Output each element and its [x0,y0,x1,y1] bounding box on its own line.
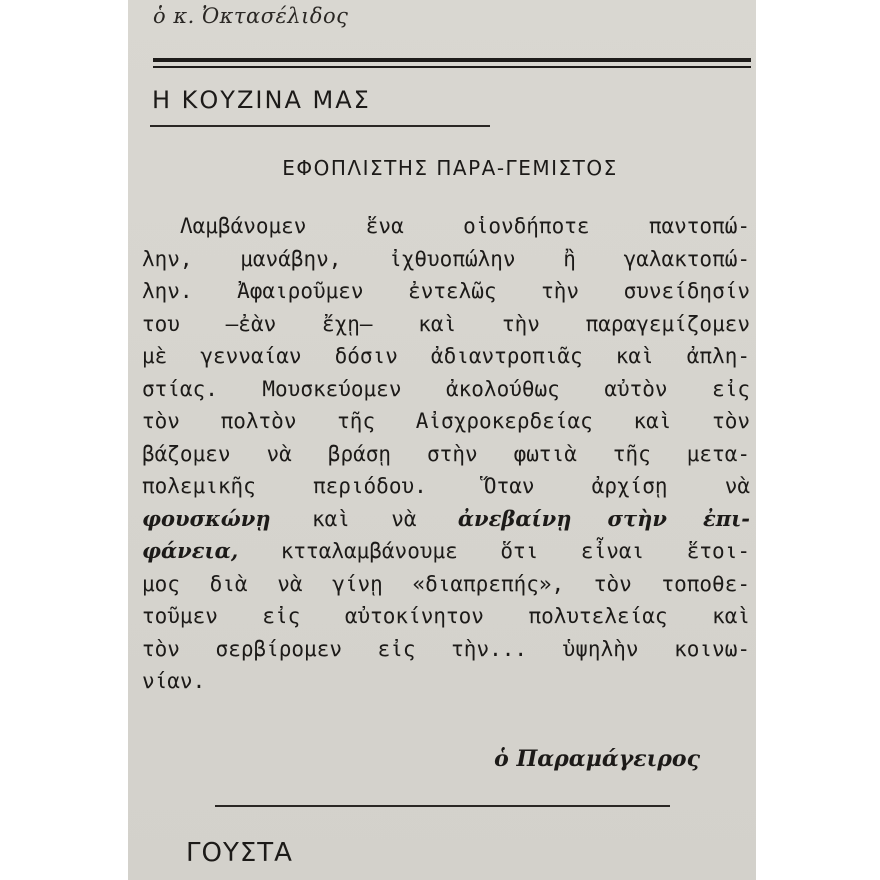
text-line: πολεμικῆς περιόδου. Ὅταν ἀρχίσῃ νὰ [142,474,750,498]
signature: ὁ Παραμάγειρος [494,746,700,772]
section-title: Η ΚΟΥΖΙΝΑ ΜΑΣ [152,86,371,114]
text-line: μος διὰ νὰ γίνῃ «διαπρεπής», τὸν τοποθε- [142,571,750,596]
text-line: βάζομεν νὰ βράσῃ στὴν φωτιὰ τῆς μετα- [142,441,750,466]
text-line: Λαμβάνομεν ἕνα οἱονδήποτε παντοπώ- [180,214,750,238]
bold-text: ἀνεβαίνῃ στὴν ἐπι- [457,505,750,531]
divider-thick [153,58,751,62]
next-section-title: ΓΟΥΣΤΑ [186,838,293,868]
text-line [142,503,750,536]
top-credit: ὁ κ. Ὀκτασέλιδος [153,4,349,28]
text-line: τοῦμεν εἰς αὐτοκίνητον πολυτελείας καὶ [142,604,750,628]
text-line: λην. Ἀφαιροῦμεν ἐντελῶς τὴν συνείδησίν [142,279,750,303]
text: κτταλαμβάνουμε ὅτι εἶναι ἕτοι- [280,539,750,563]
text-line [142,535,750,568]
article-body [142,210,750,698]
text-line: τὸν πολτὸν τῆς Αἰσχροκερδείας καὶ τὸν [142,409,750,433]
text-line: του —ἐὰν ἔχῃ— καὶ τὴν παραγεμίζομεν [142,311,750,336]
text-line: τὸν σερβίρομεν εἰς τὴν... ὑψηλὴν κοινω- [142,636,750,661]
bold-text: φάνεια, [142,538,239,563]
text-line: λην, μανάβην, ἰχθυοπώλην ἢ γαλακτοπώ- [142,246,750,271]
text-line: μὲ γενναίαν δόσιν ἀδιαντροπιᾶς καὶ ἀπλη- [142,344,750,368]
section-underline [150,125,490,127]
bold-text: φουσκώνῃ [142,505,271,531]
text-line: στίας. Μουσκεύομεν ἀκολούθως αὐτὸν εἰς [142,376,750,401]
text-line: νίαν. [142,669,206,693]
divider-thin [153,66,751,68]
text: καὶ νὰ [311,506,417,531]
article-title: ΕΦΟΠΛΙΣΤΗΣ ΠΑΡΑ-ΓΕΜΙΣΤΟΣ [282,156,618,180]
divider-bottom [215,805,670,807]
